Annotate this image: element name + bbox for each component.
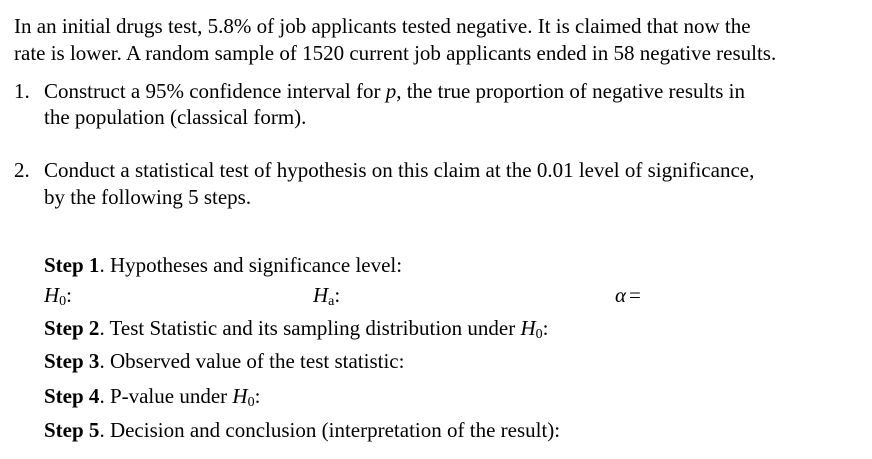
step-1-text: . Hypotheses and significance level: [99,253,403,277]
h0-label: $H_0$: [44,283,73,309]
step-4-label: Step 4 [44,384,100,408]
step-5-label: Step 5 [44,418,100,442]
step-2-text: . Test Statistic and its sampling distribution under [99,316,521,340]
question-2-number: 2. [14,158,30,182]
step-2: Step 2. Test Statistic and its sampling distribution under $H_0$: [44,316,549,342]
alpha-symbol: α [615,283,627,307]
question-1-line-1: Construct a 95% confidence interval for p, the true proportion of negative results in [44,79,745,103]
step-2-label: Step 2 [44,316,100,340]
step-5-text: . Decision and conclusion (interpretation of the result): [99,418,561,442]
step-3-label: Step 3 [44,349,100,373]
question-1-number: 1. [14,79,30,103]
question-1-line-2: the population (classical form). [44,105,307,129]
ha-label: $H_a$: [313,283,341,309]
step-5 [44,417,560,443]
step-3 [44,348,404,374]
step-4: Step 4. P-value under $H_0$: [44,384,261,410]
var-p: p [385,79,397,103]
question-2-line-2: by the following 5 steps. [44,185,252,209]
intro-line-2: rate is lower. A random sample of 1520 current job applicants ended in 58 negative results. [14,41,777,65]
step-3-text: . Observed value of the test statistic: [99,349,405,373]
intro-line-1: In an initial drugs test, 5.8% of job applicants tested negative. It is claimed that now the [14,14,751,38]
step-4-text: . P-value under [99,384,233,408]
question-2-line-1: Conduct a statistical test of hypothesis on this claim at the 0.01 level of significance, [44,158,755,182]
step-1 [44,252,402,278]
alpha-label: α = [615,283,641,307]
step-1-label: Step 1 [44,253,100,277]
